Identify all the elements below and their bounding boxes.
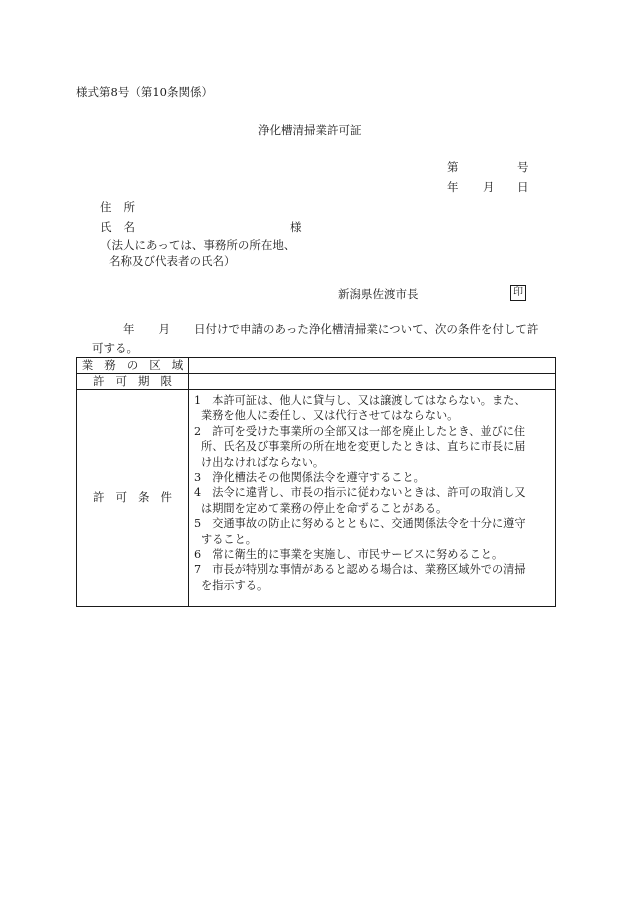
address-label: 住所 — [100, 200, 147, 214]
area-label: 業務の区域 — [81, 357, 195, 372]
period-label: 許可期限 — [93, 373, 183, 388]
condition-line: け出なければならない。 — [201, 455, 325, 469]
corporation-note-line1: （法人にあっては、事務所の所在地、 — [100, 238, 296, 252]
period-value — [189, 374, 555, 389]
condition-item — [194, 485, 551, 516]
condition-item — [194, 547, 551, 562]
condition-line: 1 本許可証は、他人に貸与し、又は譲渡してはならない。また、 — [194, 394, 526, 407]
condition-line: 3 浄化槽法その他関係法令を遵守すること。 — [194, 471, 425, 485]
table-row-area — [77, 358, 555, 374]
area-label-cell — [77, 357, 195, 373]
number-suffix: 号 — [517, 160, 529, 174]
intro-line2: 可する。 — [92, 341, 138, 355]
condition-line: 7 市長が特別な事情があると認める場合は、業務区域外での清掃 — [194, 563, 526, 577]
intro-text: 日付けで申請のあった浄化槽清掃業について、次の条件を付して許 — [194, 322, 539, 336]
condition-line: すること。 — [201, 532, 257, 546]
issuer-name: 新潟県佐渡市長 — [338, 287, 419, 301]
condition-item — [194, 424, 551, 470]
condition-line: 所、氏名及び事業所の所在地を変更したときは、直ちに市長に届 — [201, 440, 526, 454]
condition-line: を指示する。 — [201, 578, 269, 592]
condition-item — [194, 516, 551, 547]
issue-year-label: 年 — [447, 180, 459, 194]
condition-line: 4 法令に違背し、市長の指示に従わないときは、許可の取消し又 — [194, 486, 526, 500]
number-prefix: 第 — [447, 160, 459, 174]
area-value — [189, 358, 555, 373]
seal-mark: 印 — [510, 285, 526, 301]
issue-month-label: 月 — [483, 180, 495, 194]
condition-line: 5 交通事故の防止に努めるとともに、交通関係法令を十分に遵守 — [194, 517, 526, 531]
conditions-list — [189, 390, 555, 606]
period-label-cell — [77, 374, 189, 389]
condition-item — [194, 393, 551, 424]
honorific: 様 — [290, 220, 302, 234]
table-row-conditions — [77, 390, 555, 606]
intro-year-label: 年 — [123, 322, 135, 336]
conditions-table — [76, 357, 556, 607]
intro-month-label: 月 — [158, 322, 170, 336]
condition-line: 業務を他人に委任し、又は代行させてはならない。 — [201, 409, 459, 423]
condition-item — [194, 470, 551, 485]
name-label: 氏名 — [100, 220, 147, 234]
condition-item — [194, 562, 551, 593]
issue-day-label: 日 — [517, 180, 529, 194]
conditions-label-cell — [77, 390, 189, 606]
condition-line: 2 許可を受けた事業所の全部又は一部を廃止したとき、並びに住 — [194, 424, 526, 438]
document-title: 浄化槽清掃業許可証 — [258, 123, 362, 137]
table-row-period — [77, 374, 555, 390]
condition-line: は期間を定めて業務の停止を命ずることがある。 — [201, 501, 448, 515]
form-number: 様式第8号（第10条関係） — [76, 85, 213, 99]
intro-line1 — [76, 324, 538, 336]
corporation-note-line2: 名称及び代表者の氏名） — [109, 254, 236, 268]
condition-line: 6 常に衛生的に事業を実施し、市民サービスに努めること。 — [194, 548, 504, 562]
conditions-label: 許可条件 — [93, 490, 183, 505]
